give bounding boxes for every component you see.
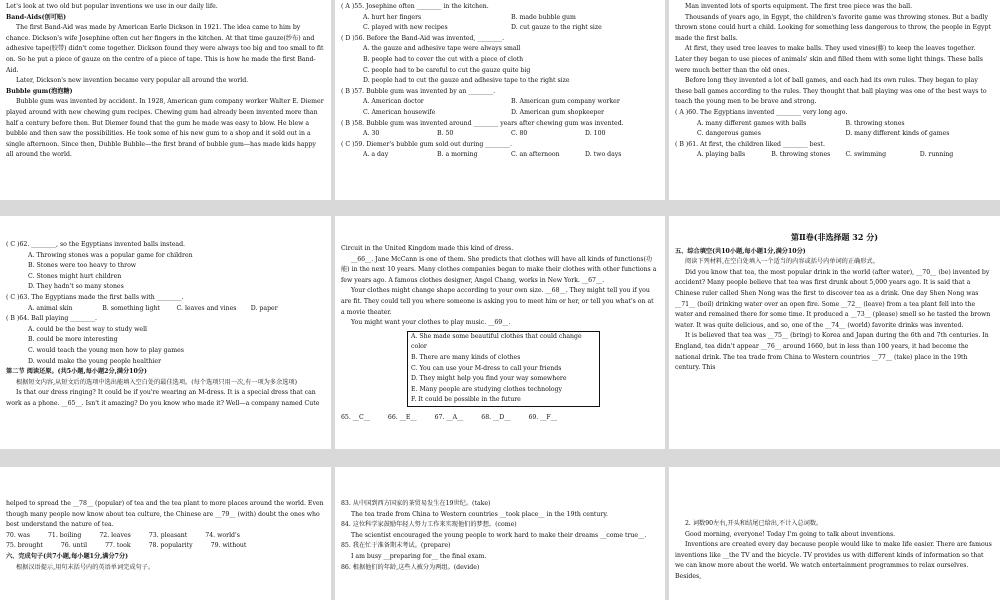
passage-intro: Let's look at two old but popular inventions we use in our daily life. [6,3,218,10]
question-59-options [341,150,659,161]
paragraph: helped to spread the __78__ (popular) of tea and the tea plant to more places around the world. Even though many people now know about tea culture, the Chinese are __79__ (with) doubt the ones who best understand the nature of tea. [6,500,324,529]
question-60: ( A )60. The Egyptians invented ________ very long ago. [675,108,848,116]
options-box [407,331,600,407]
questions-55-59 [335,0,665,200]
option: B. There are many kinds of clothes [411,353,521,361]
question-85: 85. 我在忙于准备期末考试。(prepare) [341,542,451,550]
option: C. dangerous games [697,130,761,138]
heading-band-aids: Band-Aids(创可贴) [6,13,67,21]
question-61-options [675,150,994,161]
paragraph: __66__. Jane McCann is one of them. She predicts that clothes will have all kinds of functions(功能) in the next 10 years. Many clothes companies began to make their clothes with other functions a few years ago. A famous clothes designer, Angel Chang, works in New York. __67__. [341,255,657,284]
question-83: 83. 从中国到西方国家的茶贸易发生在19世纪。(take) [341,500,491,507]
section-instructions: 根据汉语提示,用句末括号内的英语单词完成句子。 [16,563,155,571]
paragraph-band-aids-later: Later, Dickson's new invention became very popular all around the world. [16,77,249,85]
question-61: ( B )61. At first, the children liked ________ best. [675,140,825,148]
option: C. played with new recipes [363,24,448,32]
reading-passage-balls [669,0,1000,200]
paragraph: You might want your clothes to play music. __69__. [351,319,511,327]
paragraph: At first, they used tree leaves to make balls. They used vines(藤) to keep the leaves together. Later they began to use pieces of animals' skin and filled them with some light things. These balls were much better than the old ones. [675,45,983,74]
answer: 75. brought [6,542,43,550]
answer-85: I am busy __preparing for__ the final exam. [351,552,487,560]
option: D. people had to cut the gauze and adhesive tape to the right size [363,77,570,85]
paragraph: Man invented lots of sports equipment. The first tree piece was the ball. [685,3,913,10]
option: D. They might help you find your way somewhere [411,375,567,383]
question-58: ( B )58. Bubble gum was invented around ________ years after chewing gum was invented. [341,119,624,127]
paragraph-band-aids: The first Band-Aid was made by American Earle Dickson in 1921. The idea came to him by chance. Dickson's wife Josephine often cut her fingers in the kitchen. At that time gauze(纱布) and adhesive tape(胶带) didn't come together. Dickson found they were always too big and too small to fit on. So he put a piece of gauze on the centre of a piece of tape. This is how he made the first Band-Aid. [6,24,324,74]
option: C. You can use your M-dress to call your friends [411,364,562,372]
option: B. American gum company worker [511,98,620,106]
option: D. running [919,151,954,159]
cloze-answers [0,467,331,600]
answer: 73. pleasant [148,531,188,539]
paragraph-bubble-gum: Bubble gum was invented by accident. In 1928, American gum company worker Walter E. Diemer played around with new chewing gum recipes. Chewing gum had already been invented more than half a century before then. But Diemer found that the gum he made was easy to blow. He blew a bubble and then saw the possibilities. He took some of his new gum to a shop and it sold out in a single afternoon. Since then, Dubble Bubble—the first brand of bubble gum—has made kids happy all around the world. [6,98,324,159]
option: B. something light [102,304,160,312]
option: E. Many people are studying clothes technology [411,385,563,393]
option: B. made bubble gum [511,13,576,21]
option: C. swimming [845,151,887,159]
option: A. a day [363,151,389,159]
question-62: ( C )62. ________, so the Egyptians invented balls instead. [6,241,186,248]
answer: 66. __E__ [387,413,417,421]
answer: 77. took [105,542,131,550]
answer: 72. leaves [99,531,131,539]
option: A. the gauze and adhesive tape were always small [363,45,521,53]
option: C. leaves and vines [176,304,237,312]
paragraph: Your clothes might change shape according to your own size. __68__. They might tell you if you are fit. They could tell you where someone is asking you to meet him or her, or tell you what's on at a movie theater. [341,287,654,316]
option: B. 50 [437,130,454,138]
writing-body: Inventions are created every day because people would like to make life easier. There are famous inventions like __the TV and the bicycle. TV provides us with different kinds of information so that we can know more about the world. We watch entertainment programmes to relax ourselves. Besides, [675,541,992,580]
option: B. people had to cover the cut with a piece of cloth [363,55,524,63]
answer-row [6,531,325,542]
paragraph: Did you know that tea, the most popular drink in the world (after water), __70__ (be) invented by accident? Many people believe that tea was first drunk about 5,000 years ago. It is said that a Chinese ruler called Shen Nong was the first to discover tea as a drink. One day Shen Nong was __71__ (boil) drinking water over an open fire. Some __72__ (leave) from a tea plant fell into the water and remained there for some time. It produced a __73__ (please) smell so he tasted the brown water. It was quite delicious, and so, one of the __74__ (world) favorite drinks was invented. [675,268,991,329]
question-57-options [341,97,659,118]
answer-83: The tea trade from China to Western countries __took place__ in the 19th century. [351,510,609,518]
question-56: ( D )56. Before the Band-Aid was invented, ________. [341,34,505,42]
question-86: 86. 根据他们的年龄,这些人被分为两组。(devide) [341,563,480,571]
question-55: ( A )55. Josephine often ________ in the kitchen. [341,3,489,10]
option: D. would make the young people healthier [28,357,162,365]
option: A. hurt her fingers [363,13,422,21]
paragraph: Before long they invented a lot of ball games, and each had its own rules. They began to play these ball games according to the rules. They thought that ball playing was one of the best ways to teach the young men to be brave and strong. [675,77,987,106]
writing-task [669,467,1000,600]
answer: 74. world's [205,531,240,539]
option: C. Stones might hurt children [28,272,122,280]
option: B. throwing stones [845,119,905,127]
answer: 79. without [210,542,247,550]
option: C. would teach the young men how to play games [28,346,184,354]
answer-row [341,413,659,424]
questions-62-64 [0,216,331,449]
option: D. 100 [585,130,606,138]
question-63: ( C )63. The Egyptians made the first balls with ________. [6,293,184,301]
option: A. American doctor [363,98,424,106]
writing-requirement: 2. 词数90左右,开头和结尾已给出,不计入总词数。 [685,520,823,527]
paragraph: Circuit in the United Kingdom made this kind of dress. [341,245,514,252]
question-58-options [341,129,659,140]
answer-row [6,541,325,552]
question-60-options [675,119,994,140]
question-59: ( C )59. Diemer's bubble gum sold out during ________. [341,140,512,148]
writing-opening: Good morning, everyone! Today I'm going to talk about inventions. [685,530,896,538]
option: D. They hadn't so many stones [28,283,124,291]
answer: 67. __A__ [434,413,464,421]
answer: 71. boiling [47,531,82,539]
question-57: ( B )57. Bubble gum was invented by an ________. [341,87,496,95]
question-63-options [6,304,325,315]
part-title: 第Ⅱ卷(非选择题 32 分) [790,232,878,242]
section-instructions: 根据短文内容,从短文后的选项中选出能填入空白处的最佳选项。(每个选项只用一次,有一项为多余选项) [16,378,298,386]
answer: 78. popularity [148,542,193,550]
option: B. a morning [437,151,478,159]
section-heading: 第二节 阅读还原。(共5小题,每小题2分,满分10分) [6,368,147,376]
answer: 76. until [60,542,88,550]
option: C. an afternoon [511,151,560,159]
paragraph: Thousands of years ago, in Egypt, the children's favorite game was throwing stones. But a badly thrown stone could hurt a child. Looking for something less dangerous to throw, the people in Egypt made the first balls. [675,13,991,42]
option: B. throwing stones [771,151,831,159]
option: D. many different kinds of games [845,130,950,138]
option: C. 80 [511,130,528,138]
option: D. cut gauze to the right size [511,24,602,32]
option: D. American gum shopkeeper [511,108,604,116]
option: F. It could be possible in the future [411,396,521,404]
option: A. many different games with balls [697,119,807,127]
option: B. Stones were too heavy to throw [28,262,137,270]
answer: 65. __C__ [341,413,370,421]
answer: 69. __F__ [528,413,557,421]
section-heading: 六、完成句子(共7小题,每小题1分,满分7分) [6,552,129,560]
reading-restore-passage [335,216,665,449]
option: A. playing balls [697,151,746,159]
answer: 68. __D__ [481,413,511,421]
heading-bubble-gum: Bubble gum(泡泡糖) [6,87,73,95]
paragraph: It is believed that tea was __75__ (bring) to Korea and Japan during the 6th and 7th centuries. In England, tea didn't appear __76__ around 1660, but in less than 100 years, it had become the national drink. The tea trade from China to Western countries __77__ (take) place in the 19th century. This [675,332,989,372]
option: C. American housewife [363,108,436,116]
option: C. people had to be careful to cut the gauze quite big [363,66,531,74]
answer: 70. was [6,531,30,539]
option: A. 30 [363,130,380,138]
option: A. She made some beautiful clothes that could change color [411,332,582,351]
paragraph: Is that our dress ringing? It could be if you're wearing an M-dress. It is a special dress that can work as a phone. __65__. Isn't it amazing? Do you know who made it? Well—a company named Cute [6,389,320,407]
cloze-passage-tea [669,216,1000,449]
question-84: 84. 这位科学家鼓励年轻人努力工作来实现他们的梦想。(come) [341,521,517,529]
option: A. could be the best way to study well [28,325,148,333]
option: D. paper [250,304,278,312]
question-55-options [341,13,659,34]
answer-84: The scientist encouraged the young people to work hard to make their dreams __come true__. [351,531,647,539]
section-heading: 五、综合填空(共10小题,每小题1分,满分10分) [675,247,806,255]
section-instructions: 阅读下列材料,在空白处填入一个适当的内容或括号内单词的正确形式。 [685,258,879,266]
option: A. animal skin [28,304,73,312]
question-64: ( B )64. Ball playing ________. [6,315,98,323]
option: D. two days [585,151,622,159]
reading-passage-inventions [0,0,331,200]
option: B. could be more interesting [28,336,118,344]
sentence-completion [335,467,665,600]
option: A. Throwing stones was a popular game for children [28,251,193,259]
